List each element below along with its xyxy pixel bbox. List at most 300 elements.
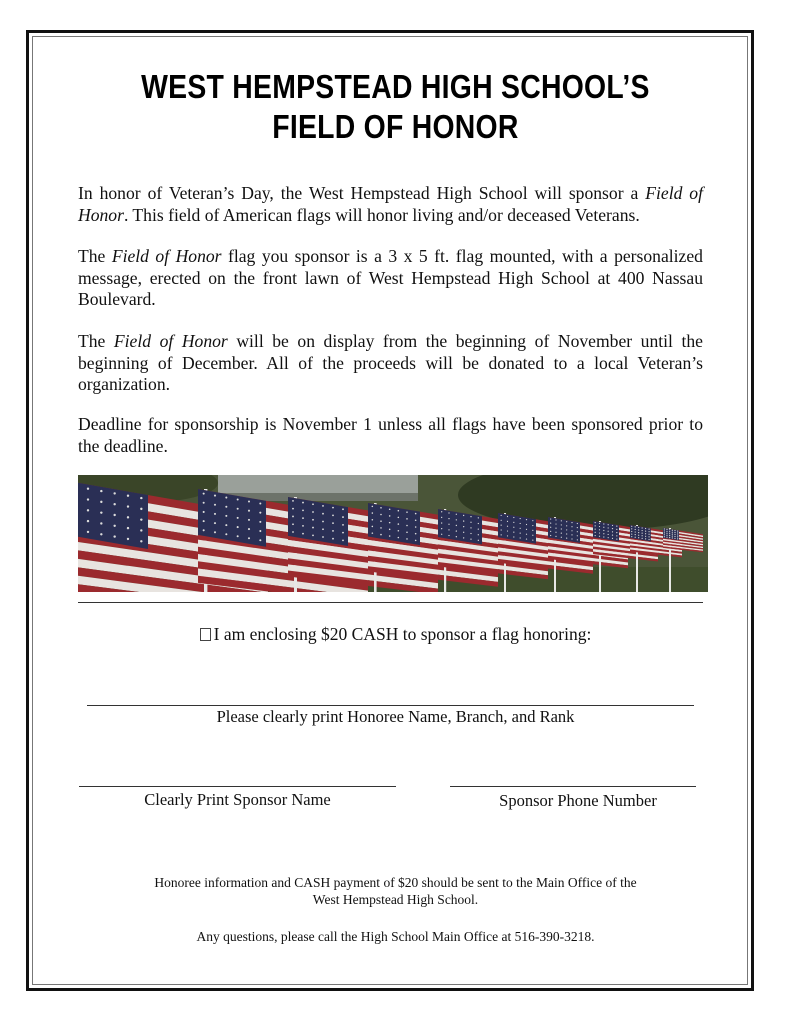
flag-star [612, 528, 613, 529]
flag-star [470, 527, 471, 528]
flag-star [669, 529, 670, 530]
flag-star [631, 531, 632, 532]
flag-star [127, 538, 129, 540]
flag-star [470, 522, 471, 523]
flag-star [616, 538, 617, 539]
flag-star [595, 529, 596, 530]
flag-star [415, 519, 417, 521]
flag-star [666, 533, 667, 534]
flag-star [595, 535, 596, 536]
flag-star [203, 520, 205, 522]
flag-star [648, 534, 649, 535]
flag-star [666, 535, 667, 536]
flag-star [248, 537, 250, 539]
flag-star [113, 514, 115, 516]
flag-star [463, 515, 464, 516]
flag-star [595, 525, 596, 526]
flag-star [302, 517, 304, 519]
flag-star [389, 529, 391, 531]
flag-star [669, 533, 670, 534]
flag-star [389, 515, 391, 517]
flag-star [415, 540, 417, 542]
flag-star [380, 520, 382, 522]
flag-star [380, 534, 382, 536]
flag-star [237, 508, 239, 510]
flag-star [645, 531, 646, 532]
flag-star [677, 532, 678, 533]
flag-star [603, 527, 604, 528]
flag-star [595, 532, 596, 533]
flag-star [140, 497, 142, 499]
flag-star [677, 530, 678, 531]
flag-star [312, 534, 314, 536]
flag-star [372, 526, 374, 528]
flag-star [532, 530, 533, 531]
flag-star [372, 506, 374, 508]
flag-star [100, 511, 102, 513]
flag-star [645, 528, 646, 529]
flag-star [645, 538, 646, 539]
flag-star [507, 526, 508, 527]
flag-star [100, 490, 102, 492]
flag-star [631, 533, 632, 534]
flag-star [599, 529, 600, 530]
flag-star [555, 519, 556, 520]
flag-star [225, 533, 227, 535]
flag-star [342, 524, 344, 526]
flag-star [648, 539, 649, 540]
flag-star [463, 526, 464, 527]
flag-star [415, 526, 417, 528]
flag-star [478, 528, 479, 529]
flag-star [406, 518, 408, 520]
flag-star [100, 522, 102, 524]
flag-star [406, 538, 408, 540]
flag-star [526, 529, 527, 530]
flag-star [87, 498, 89, 500]
flag-star [577, 523, 578, 524]
flag-star [577, 539, 578, 540]
paragraph-display-dates [78, 331, 703, 396]
checkbox[interactable] [200, 628, 211, 641]
flag-star [577, 531, 578, 532]
flag-star [332, 514, 334, 516]
flag-star [448, 535, 449, 536]
flag-star [214, 522, 216, 524]
flag-star [599, 532, 600, 533]
flag-star [608, 534, 609, 535]
flag-star [248, 501, 250, 503]
flag-star [478, 517, 479, 518]
flag-star [140, 529, 142, 531]
flag-star [470, 538, 471, 539]
flag-star [666, 529, 667, 530]
flag-star [616, 535, 617, 536]
flag-star [225, 524, 227, 526]
flag-star [441, 517, 442, 518]
flag-star [225, 506, 227, 508]
flag-star [645, 533, 646, 534]
flag-star [608, 527, 609, 528]
flag-star [463, 532, 464, 533]
paragraph-deadline: Deadline for sponsorship is November 1 unless all flags have been sponsored prior to the deadline. [78, 414, 703, 456]
flag-star [672, 534, 673, 535]
flag-star [561, 520, 562, 521]
flag-star [87, 509, 89, 511]
flag-star [389, 535, 391, 537]
flag-star [302, 509, 304, 511]
flag-star [203, 529, 205, 531]
flag-star [372, 519, 374, 521]
flag-star [113, 503, 115, 505]
flags-photo [78, 475, 708, 592]
flag-star [555, 532, 556, 533]
flag-star [571, 526, 572, 527]
flag-star [526, 534, 527, 535]
flag-star [292, 516, 294, 518]
flag-star [127, 495, 129, 497]
flag-star [616, 532, 617, 533]
flag-star [415, 533, 417, 535]
flag-star [603, 530, 604, 531]
flag-star [595, 522, 596, 523]
text: flag you sponsor is a 3 x 5 ft. flag mounted, with a personalized message, erected on the front lawn of West Hempstead High School at 400 Nassau Boulevard. [78, 246, 703, 309]
flag-star [87, 488, 89, 490]
flag-star [332, 507, 334, 509]
flag-star [372, 512, 374, 514]
flag-star [456, 514, 457, 515]
flag-star [664, 532, 665, 533]
flag-star [332, 522, 334, 524]
honoree-label: Please clearly print Honoree Name, Branch, and Rank [216, 707, 575, 726]
flag-star [532, 525, 533, 526]
flag-star [674, 532, 675, 533]
flag-star [87, 520, 89, 522]
flag-star [406, 511, 408, 513]
flag-star [631, 528, 632, 529]
flag-star [555, 536, 556, 537]
flag-star [513, 517, 514, 518]
flag-star [322, 536, 324, 538]
title-line-1: WEST HEMPSTEAD HIGH SCHOOL’S [141, 68, 650, 105]
flag-star [507, 535, 508, 536]
flag-star [566, 529, 567, 530]
flag-star [248, 528, 250, 530]
flag-star [672, 537, 673, 538]
flag-star [635, 534, 636, 535]
flag-star [635, 526, 636, 527]
divider-line [78, 602, 703, 603]
flag-star [456, 530, 457, 531]
flag-star [248, 519, 250, 521]
flag-star [520, 528, 521, 529]
payment-instructions [0, 874, 791, 908]
flag-star [456, 536, 457, 537]
flag-star [513, 522, 514, 523]
flag-star [237, 517, 239, 519]
flag-star [526, 538, 527, 539]
flag-star [237, 535, 239, 537]
italic-text: Field of Honor [78, 183, 703, 225]
flag-star [561, 537, 562, 538]
flag-star [342, 539, 344, 541]
flag-star [612, 531, 613, 532]
flag-star [312, 527, 314, 529]
flag-star [203, 511, 205, 513]
flag-star [631, 526, 632, 527]
paragraph-flag-details [78, 246, 703, 311]
contact-info: Any questions, please call the High School Main Office at 516-390-3218. [196, 929, 595, 944]
flag-star [532, 520, 533, 521]
flag-star [520, 523, 521, 524]
flag-star [302, 502, 304, 504]
text: will be on display from the beginning of November until the beginning of December. All of the proceeds will be donated to a local Veteran’s organization. [78, 331, 703, 394]
flags-illustration [78, 475, 708, 592]
text: . This field of American flags will honor living and/or deceased Veterans. [123, 204, 640, 225]
sponsor-checkbox-row [0, 624, 791, 645]
flag-star [561, 533, 562, 534]
flag-star [113, 525, 115, 527]
flag-star [342, 508, 344, 510]
title-line-2: FIELD OF HONOR [272, 108, 519, 145]
flag-star [566, 525, 567, 526]
flag-star [342, 516, 344, 518]
flag-star [550, 535, 551, 536]
flag-star [566, 533, 567, 534]
flag-star [677, 534, 678, 535]
flag-star [406, 525, 408, 527]
flag-star [214, 504, 216, 506]
flag-star [664, 530, 665, 531]
flag-star [550, 518, 551, 519]
flag-star [389, 522, 391, 524]
flag-star [406, 531, 408, 533]
flag-star [140, 518, 142, 520]
flag-star [526, 519, 527, 520]
flag-star [380, 514, 382, 516]
flag-star [674, 534, 675, 535]
flag-star [648, 531, 649, 532]
flag-star [638, 537, 639, 538]
flag-star [642, 533, 643, 534]
flag-star [672, 530, 673, 531]
flag-star [555, 528, 556, 529]
flag-star [140, 540, 142, 542]
flag-star [259, 521, 261, 523]
flag-star [612, 525, 613, 526]
flag-star [577, 527, 578, 528]
flag-star [672, 532, 673, 533]
flag-star [555, 523, 556, 524]
flag-star [513, 532, 514, 533]
flag-star [501, 534, 502, 535]
flag-star [666, 531, 667, 532]
payment-instructions-line-1: Honoree information and CASH payment of $20 should be sent to the Main Office of the [154, 875, 637, 890]
flag-star [302, 533, 304, 535]
flag-star [470, 533, 471, 534]
flag-star [561, 524, 562, 525]
flag-star [577, 535, 578, 536]
flag-star [501, 520, 502, 521]
flag-star [608, 524, 609, 525]
flag-star [225, 515, 227, 517]
flag-star [520, 533, 521, 534]
flag-star [501, 515, 502, 516]
flag-star [100, 533, 102, 535]
flag-star [571, 530, 572, 531]
flag-star [302, 525, 304, 527]
flag-star [415, 513, 417, 515]
flag-star [669, 531, 670, 532]
flag-star [664, 534, 665, 535]
flag-star [441, 534, 442, 535]
flag-star [478, 523, 479, 524]
flag-star [248, 510, 250, 512]
flag-star [532, 540, 533, 541]
flag-star [664, 536, 665, 537]
flag-star [642, 535, 643, 536]
flag-star [259, 530, 261, 532]
flag-star [638, 532, 639, 533]
page-title [55, 67, 735, 147]
flag-star [214, 495, 216, 497]
flag-star [332, 530, 334, 532]
flag-star [113, 492, 115, 494]
flag-star [599, 523, 600, 524]
flag-star [456, 525, 457, 526]
flag-star [312, 503, 314, 505]
flag-star [669, 537, 670, 538]
flag-star [635, 537, 636, 538]
flag-star [571, 538, 572, 539]
sponsor-phone-label: Sponsor Phone Number [499, 791, 657, 810]
flag-star [520, 518, 521, 519]
flag-star [127, 505, 129, 507]
flag-star [674, 536, 675, 537]
flag-star [332, 538, 334, 540]
flag-star [100, 501, 102, 503]
sponsor-phone-input-line[interactable] [450, 786, 696, 787]
flag-star [342, 532, 344, 534]
flag-star [259, 539, 261, 541]
flag-star [322, 528, 324, 530]
flag-star [441, 522, 442, 523]
flag-star [380, 507, 382, 509]
flag-star [638, 527, 639, 528]
flag-star [642, 530, 643, 531]
paragraph-intro [78, 183, 703, 226]
flag-star [259, 502, 261, 504]
flag-star [520, 537, 521, 538]
flag-star [203, 493, 205, 495]
flag-star [677, 538, 678, 539]
flag-star [603, 536, 604, 537]
flag-star [463, 537, 464, 538]
sponsor-name-input-line[interactable] [79, 786, 396, 787]
flag-star [292, 500, 294, 502]
flag-star [666, 537, 667, 538]
flag-star [507, 530, 508, 531]
flag-star [507, 521, 508, 522]
flag-star [566, 521, 567, 522]
flag-star [203, 502, 205, 504]
flag-star [214, 531, 216, 533]
flag-star [571, 534, 572, 535]
flag-star [642, 538, 643, 539]
flag-star [603, 533, 604, 534]
flag-star [526, 524, 527, 525]
flag-star [113, 535, 115, 537]
flag-star [292, 531, 294, 533]
flag-star [463, 520, 464, 521]
flag-star [237, 499, 239, 501]
flag-star [127, 527, 129, 529]
flag-star [669, 535, 670, 536]
flag-star [501, 525, 502, 526]
flag-star [616, 526, 617, 527]
flag-star [398, 523, 400, 525]
flag-star [608, 531, 609, 532]
flag-star [603, 523, 604, 524]
flag-star [448, 524, 449, 525]
flag-star [398, 517, 400, 519]
italic-text: Field of Honor [111, 246, 222, 266]
flag-star [398, 530, 400, 532]
flag-star [448, 512, 449, 513]
flag-star [616, 529, 617, 530]
flag-star [380, 527, 382, 529]
flag-star [441, 528, 442, 529]
flag-star [635, 531, 636, 532]
checkbox-label: I am enclosing $20 CASH to sponsor a flag honoring: [213, 624, 592, 644]
flag-star [677, 536, 678, 537]
flag-star [441, 511, 442, 512]
flag-star [292, 508, 294, 510]
flag-star [312, 519, 314, 521]
flag-star [532, 535, 533, 536]
flag-star [312, 511, 314, 513]
flag-star [648, 528, 649, 529]
flag-star [631, 536, 632, 537]
flag-star [140, 508, 142, 510]
flag-star [259, 512, 261, 514]
flag-star [513, 527, 514, 528]
flag-star [478, 534, 479, 535]
flag-star [550, 523, 551, 524]
flag-star [638, 535, 639, 536]
flag-star [566, 538, 567, 539]
flag-star [225, 497, 227, 499]
flag-star [674, 530, 675, 531]
flag-star [513, 536, 514, 537]
flag-star [389, 508, 391, 510]
flag-star [127, 516, 129, 518]
flag-star [470, 516, 471, 517]
flag-star [635, 529, 636, 530]
flag-star [372, 532, 374, 534]
flag-star [599, 526, 600, 527]
flag-star [501, 529, 502, 530]
flag-star [608, 537, 609, 538]
flag-star [398, 510, 400, 512]
flag-star [322, 505, 324, 507]
flag-star [398, 537, 400, 539]
flag-star [642, 527, 643, 528]
text: The [78, 331, 114, 351]
honoree-input-line[interactable] [87, 705, 694, 706]
payment-instructions-line-2: West Hempstead High School. [312, 892, 479, 907]
flag-star [507, 516, 508, 517]
